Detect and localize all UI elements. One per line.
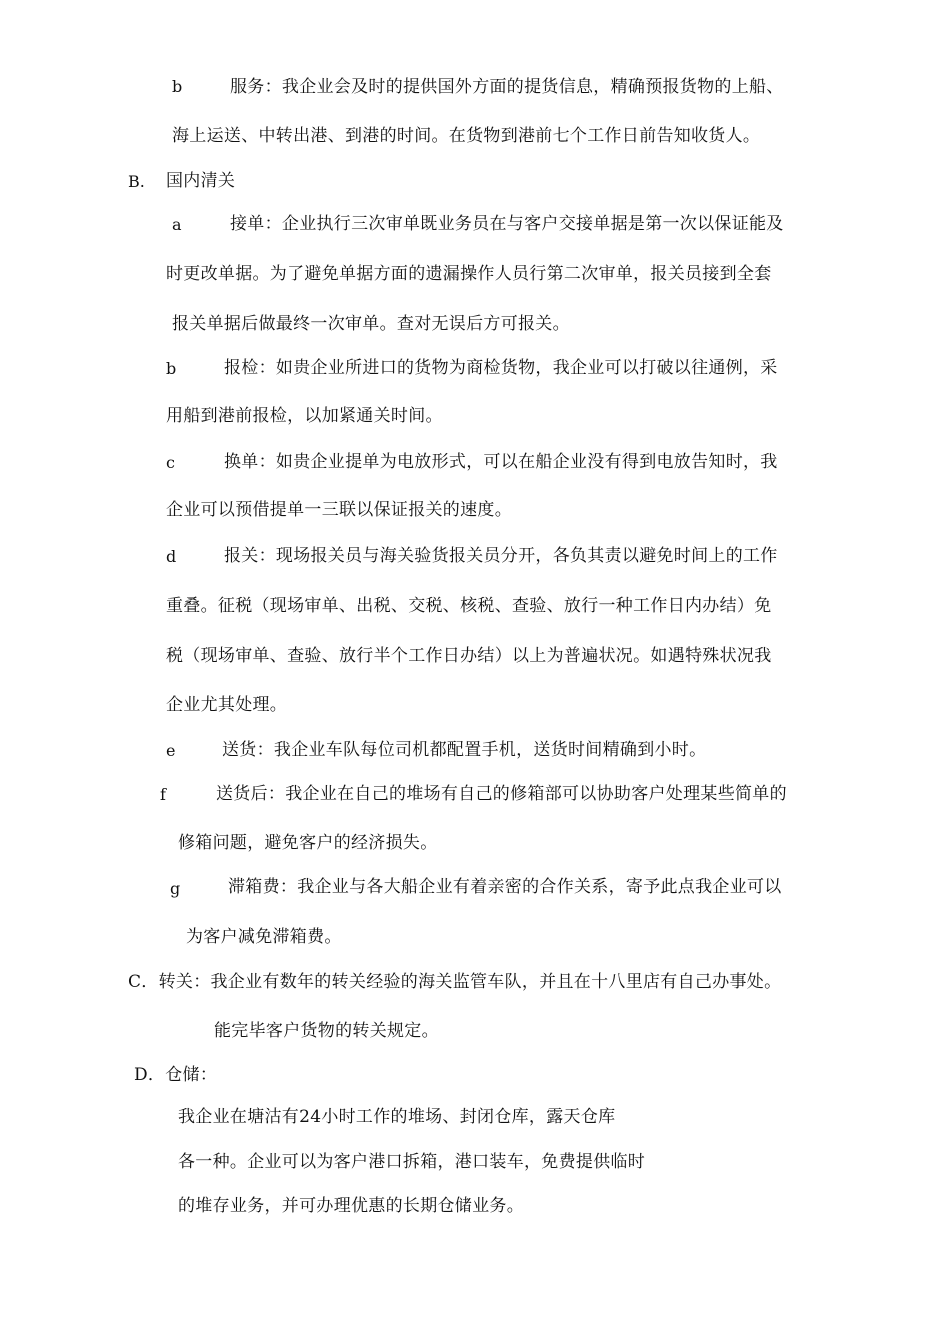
paragraph-line: 修箱问题，避免客户的经济损失。 [178,833,438,853]
section-heading: 国内清关 [166,171,236,191]
list-marker: a [172,215,182,234]
paragraph-line: 企业尤其处理。 [166,695,288,715]
paragraph-line: 报关：现场报关员与海关验货报关员分开，各负其责以避免时间上的工作 [224,546,778,566]
paragraph-line: 重叠。征税（现场审单、出税、交税、核税、查验、放行一种工作日内办结）免 [166,596,772,616]
section-marker: B. [128,172,145,191]
list-marker: c [166,453,175,472]
paragraph-line: 各一种。企业可以为客户港口拆箱，港口装车，免费提供临时 [178,1152,646,1172]
list-marker: f [160,785,166,804]
paragraph-line: 报关单据后做最终一次审单。查对无误后方可报关。 [172,314,570,334]
list-marker: b [172,77,183,96]
paragraph-line: 企业可以预借提单一三联以保证报关的速度。 [166,500,512,520]
section-heading: C．转关：我企业有数年的转关经验的海关监管车队，并且在十八里店有自己办事处。 [128,972,782,992]
paragraph-line: 我企业在塘沽有24小时工作的堆场、封闭仓库，露天仓库 [178,1107,616,1127]
paragraph-line: 换单：如贵企业提单为电放形式，可以在船企业没有得到电放告知时，我 [224,452,778,472]
paragraph-line: 接单：企业执行三次审单既业务员在与客户交接单据是第一次以保证能及 [230,214,784,234]
paragraph-line: 送货后：我企业在自己的堆场有自己的修箱部可以协助客户处理某些简单的 [216,784,787,804]
list-marker: e [166,741,176,760]
paragraph-line: 的堆存业务，并可办理优惠的长期仓储业务。 [178,1196,524,1216]
paragraph-line: 滞箱费：我企业与各大船企业有着亲密的合作关系，寄予此点我企业可以 [228,877,782,897]
paragraph-line: 税（现场审单、查验、放行半个工作日办结）以上为普遍状况。如遇特殊状况我 [166,646,772,666]
paragraph-line: 海上运送、中转出港、到港的时间。在货物到港前七个工作日前告知收货人。 [172,126,761,146]
list-marker: d [166,547,177,566]
list-marker: g [170,879,181,898]
paragraph-line: 能完毕客户货物的转关规定。 [214,1021,439,1041]
section-heading: D．仓储： [134,1065,218,1085]
paragraph-line: 送货：我企业车队每位司机都配置手机，送货时间精确到小时。 [222,740,707,760]
paragraph-line: 报检：如贵企业所进口的货物为商检货物，我企业可以打破以往通例，采 [224,358,778,378]
paragraph-line: 时更改单据。为了避免单据方面的遗漏操作人员行第二次审单，报关员接到全套 [166,264,772,284]
paragraph-line: 为客户减免滞箱费。 [186,927,342,947]
paragraph-line: 用船到港前报检，以加紧通关时间。 [166,406,443,426]
list-marker: b [166,359,177,378]
paragraph-line: 服务：我企业会及时的提供国外方面的提货信息，精确预报货物的上船、 [230,77,784,97]
